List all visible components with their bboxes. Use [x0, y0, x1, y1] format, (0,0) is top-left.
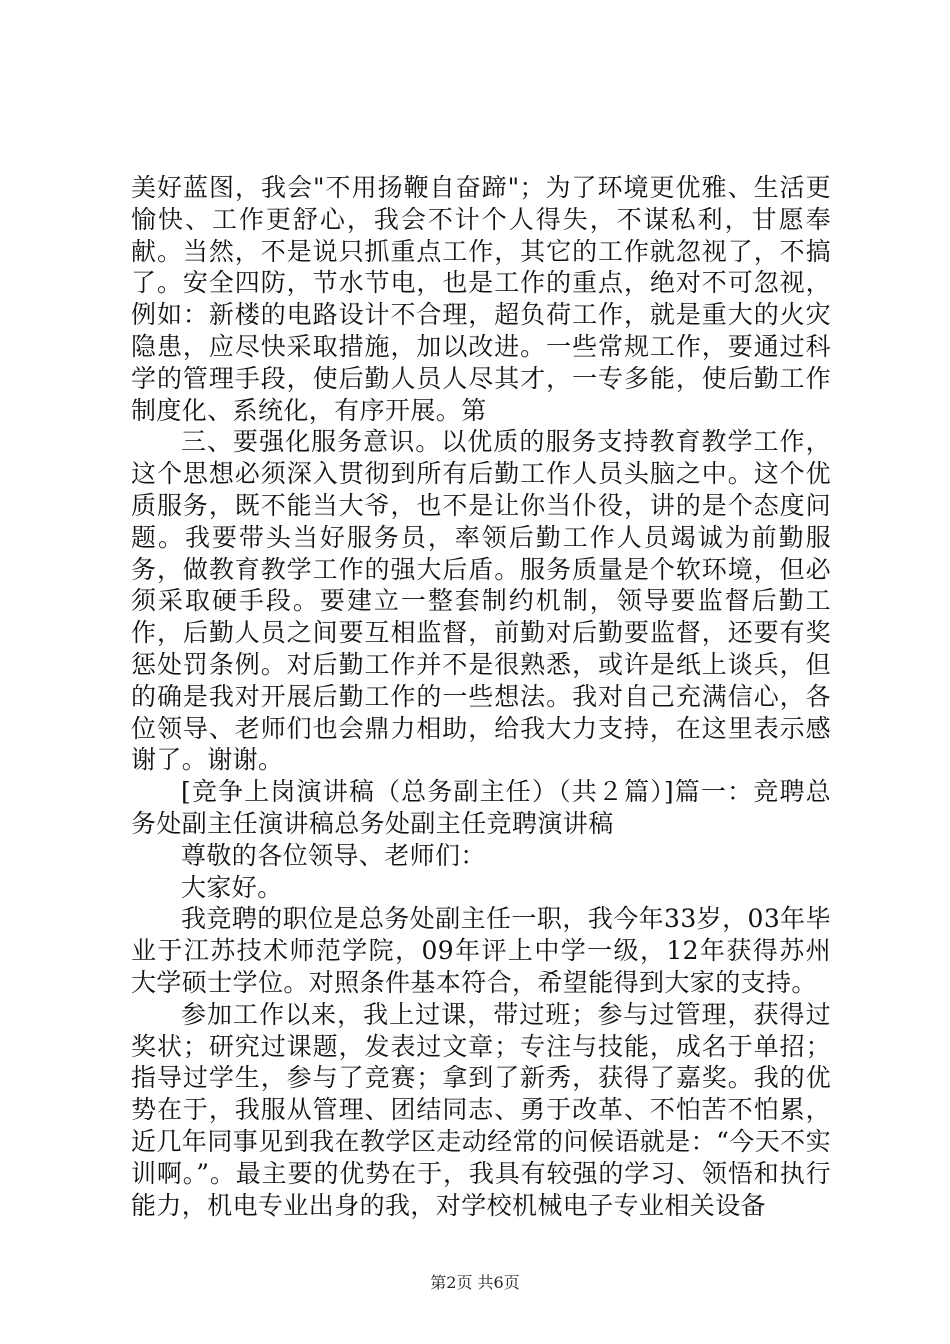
paragraph-service-awareness: 三、要强化服务意识。以优质的服务支持教育教学工作，这个思想必须深入贯彻到所有后勤工作人员头脑之中。这个优质服务，既不能当大爷，也不是让你当仆役，讲的是个态度问题。我要带头当好服务员，率领后勤工作人员竭诚为前勤服务，做教育教学工作的强大后盾。服务质量是个软环境，但必须采取硬手段。要建立一整套制约机制，领导要监督后勤工作，后勤人员之间要互相监督，前勤对后勤要监督，还要有奖惩处罚条例。对后勤工作并不是很熟悉，或许是纸上谈兵，但的确是我对开展后勤工作的一些想法。我对自己充满信心，各位领导、老师们也会鼎力相助，给我大力支持，在这里表示感谢了。谢谢。 — [131, 427, 831, 775]
paragraph-position-intro: 我竞聘的职位是总务处副主任一职，我今年33岁，03年毕业于江苏技术师范学院，09年评上中学一级，12年获得苏州大学硕士学位。对照条件基本符合，希望能得到大家的支持。 — [131, 904, 831, 997]
paragraph-continuation: 美好蓝图，我会"不用扬鞭自奋蹄"；为了环境更优雅、生活更愉快、工作更舒心，我会不计个人得失，不谋私利，甘愿奉献。当然，不是说只抓重点工作，其它的工作就忽视了，不搞了。安全四防，节水节电，也是工作的重点，绝对不可忽视，例如：新楼的电路设计不合理，超负荷工作，就是重大的火灾隐患，应尽快采取措施，加以改进。一些常规工作，要通过科学的管理手段，使后勤人员人尽其才，一专多能，使后勤工作制度化、系统化，有序开展。第 — [131, 173, 831, 425]
paragraph-greeting: 大家好。 — [181, 872, 283, 902]
paragraph-salutation: 尊敬的各位领导、老师们： — [181, 840, 486, 870]
page-number-footer: 第2页 共6页 — [430, 1273, 520, 1292]
document-body — [131, 172, 831, 1221]
paragraph-experience: 参加工作以来，我上过课，带过班；参与过管理，获得过奖状；研究过课题，发表过文章；专注与技能，成名于单招；指导过学生，参与了竞赛；拿到了新秀，获得了嘉奖。我的优势在于，我服从管理、团结同志、勇于改革、不怕苦不怕累，近几年同事见到我在教学区走动经常的问候语就是：“今天不实训啊。”。最主要的优势在于，我具有较强的学习、领悟和执行能力，机电专业出身的我，对学校机械电子专业相关设备 — [131, 999, 831, 1220]
paragraph-article-title: [竞争上岗演讲稿（总务副主任）（共２篇）]篇一：竞聘总务处副主任演讲稿总务处副主任竞聘演讲稿 — [131, 777, 831, 838]
